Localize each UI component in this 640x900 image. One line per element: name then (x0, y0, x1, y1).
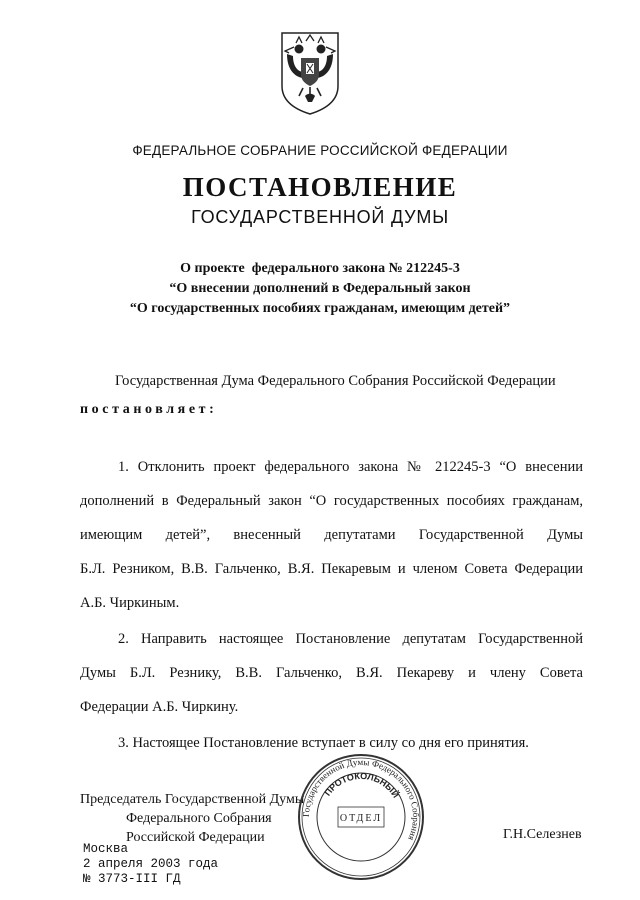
paragraph-line: А.Б. Чиркиным. (80, 595, 180, 611)
decree-word: постановляет: (80, 402, 218, 417)
paragraph-line: 3. Настоящее Постановление вступает в силу со дня его принятия. (118, 735, 529, 751)
document-issuer-heading: ГОСУДАРСТВЕННОЙ ДУМЫ (191, 207, 449, 227)
paragraph-line: Федерации А.Б. Чиркину. (80, 699, 239, 715)
registration-city: Москва (83, 842, 129, 856)
russian-coat-of-arms-emblem (279, 30, 341, 116)
registration-date: 2 апреля 2003 года (83, 857, 219, 871)
title-line: О проекте федерального закона № 212245-3 (180, 261, 460, 276)
paragraph-1 (80, 450, 583, 620)
official-stamp (296, 752, 426, 882)
position-line: Федерального Собрания (126, 811, 272, 826)
paragraph-line: Думы Б.Л. Резнику, В.В. Гальченко, В.Я. Пекареву и члену Совета (80, 665, 583, 681)
title-line: “О государственных пособиях гражданам, имеющим детей” (129, 301, 511, 316)
signatory-name: Г.Н.Селезнев (503, 827, 582, 842)
stamp-center-text: ОТДЕЛ (339, 813, 383, 824)
stamp-outer-text: Государственной Думы Федерального Собрания (300, 756, 422, 843)
stamp-inner-text: ПРОТОКОЛЬНЫЙ (322, 770, 401, 800)
paragraph-line: имеющим детей”, внесенный депутатами Государственной Думы (80, 527, 583, 543)
issuing-organization: ФЕДЕРАЛЬНОЕ СОБРАНИЕ РОССИЙСКОЙ ФЕДЕРАЦИИ (132, 143, 508, 158)
paragraph-line: Б.Л. Резником, В.В. Гальченко, В.Я. Пекаревым и членом Совета Федерации (80, 561, 583, 577)
registration-block (83, 842, 218, 887)
position-line: Российской Федерации (126, 830, 265, 845)
paragraph-2 (80, 622, 583, 724)
document-type-heading: ПОСТАНОВЛЕНИЕ (182, 172, 458, 202)
signatory-position (80, 790, 304, 847)
document-title (0, 259, 640, 319)
paragraph-line: 1. Отклонить проект федерального закона № 212245-3 “О внесении (118, 459, 583, 475)
intro-sentence: Государственная Дума Федерального Собрания Российской Федерации (115, 373, 556, 389)
position-line: Председатель Государственной Думы (80, 792, 305, 807)
registration-number: № 3773-III ГД (83, 872, 181, 886)
paragraph-line: 2. Направить настоящее Постановление депутатам Государственной (118, 631, 583, 647)
title-line: “О внесении дополнений в Федеральный закон (169, 281, 471, 296)
paragraph-line: дополнений в Федеральный закон “О государственных пособиях гражданам, (80, 493, 583, 509)
